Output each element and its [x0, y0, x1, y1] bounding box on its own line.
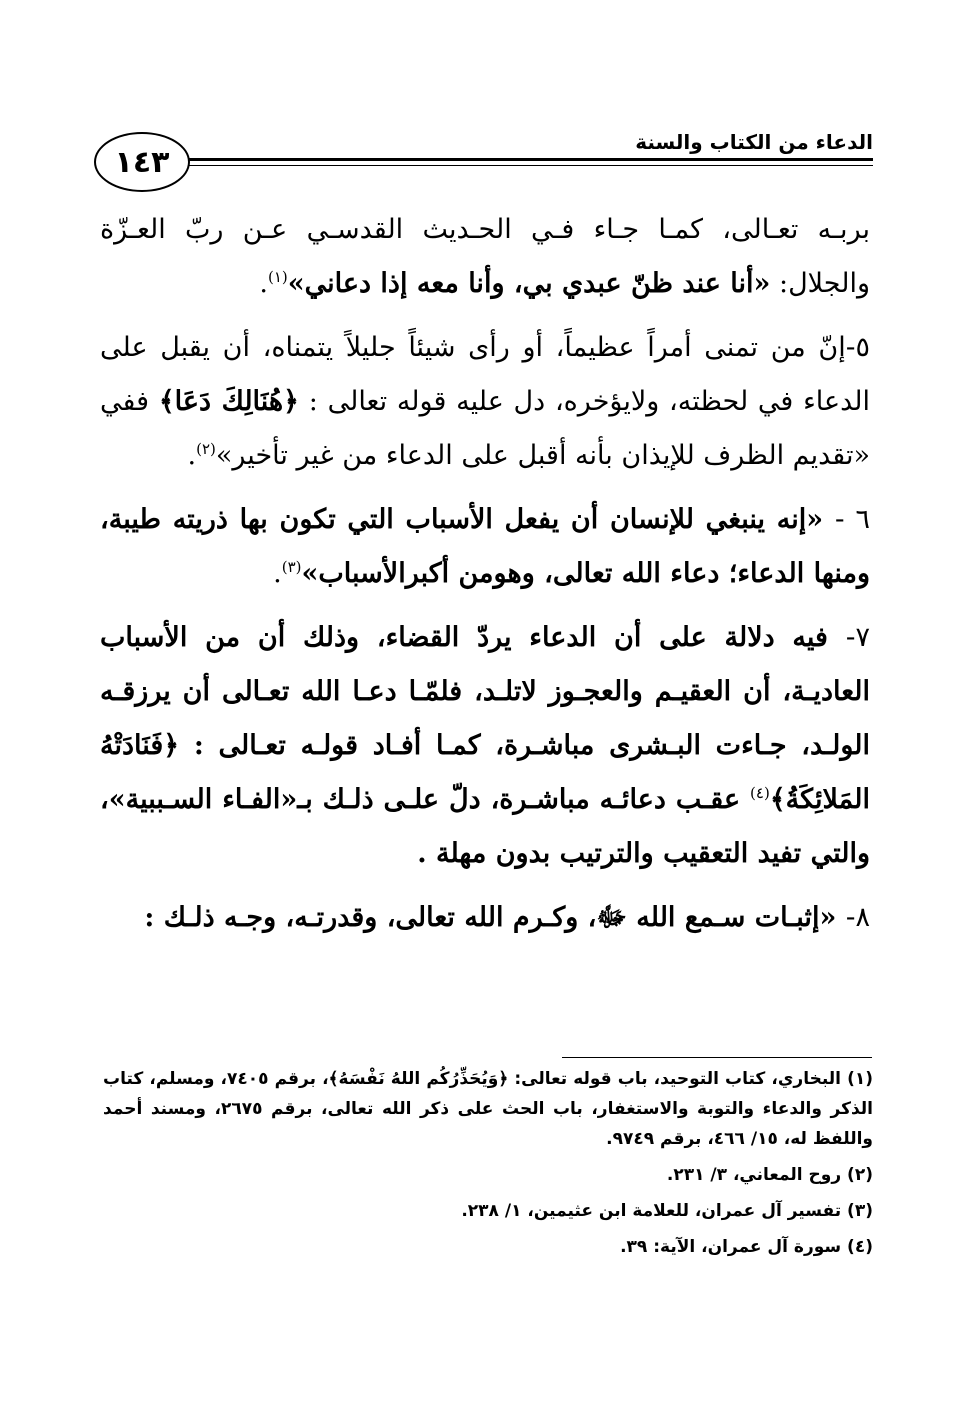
p1-hadith-quote: «أنا عند ظنّ عبدي بي، وأنا معه إذا دعاني»	[287, 268, 771, 299]
footnote-ref-4[interactable]: (٤)	[750, 784, 770, 802]
p5-end: .	[187, 440, 197, 471]
paragraph-6	[100, 493, 870, 601]
item-number-8: ٨-	[845, 902, 870, 933]
p1-end: .	[259, 268, 268, 299]
item-number-5: ٥-	[845, 332, 870, 363]
footnote-1-text: البخاري، كتاب التوحيد، باب قوله تعالى: ﴿وَيُحَذِّرُكُم اللهُ نَفْسَهُ﴾، برقم ٧٤٠٥، ومسلم، كتاب الذكر والدعاء والتوبة والاستغفار، باب الحث على ذكر الله تعالى، برقم ٢٦٧٥، ومسند أحمد واللفظ له، ١٥/ ٤٦٦، برقم ٩٧٤٩.	[103, 1069, 873, 1149]
footnote-1-number: (١)	[847, 1069, 874, 1089]
p6-end: .	[273, 558, 282, 589]
footnote-ref-2[interactable]: (٢)	[196, 440, 216, 458]
footnote-separator	[562, 1057, 872, 1058]
running-title: الدعاء من الكتاب والسنة	[635, 130, 873, 154]
footnote-4-number: (٤)	[847, 1237, 873, 1257]
item-number-6: ٦ -	[834, 504, 870, 535]
footnote-3	[103, 1196, 873, 1226]
footnotes	[103, 1064, 873, 1268]
main-text	[100, 203, 870, 955]
p7-ayah: ﴿فَنَادَتْهُ المَلائِكَةُ﴾	[100, 730, 870, 815]
paragraph-1	[100, 203, 870, 311]
page-header	[88, 110, 873, 196]
p6-text: «إنه ينبغي للإنسان أن يفعل الأسباب التي تكون بها ذريته طيبة، ومنها الدعاء؛ دعاء الله تعالى، وهومن أكبرالأسباب»	[100, 504, 870, 589]
p5-text: إنّ من تمنى أمراً عظيماً، أو رأى شيئاً جليلاً يتمناه، أن يقبل على الدعاء في لحظته، ولايؤخره، دل عليه قوله تعالى :	[100, 332, 871, 417]
footnote-ref-1[interactable]: (١)	[267, 268, 288, 286]
footnote-3-number: (٣)	[847, 1201, 873, 1221]
p1-text: بربـه تعـالى، كمـا جـاء فـي الحـديث القدسـي عـن ربّ العـزّة والجلال:	[100, 214, 870, 299]
footnote-4-text: سورة آل عمران، الآية: ٣٩.	[620, 1237, 842, 1257]
paragraph-5	[100, 321, 870, 483]
p7-text: فيه دلالة على أن الدعاء يردّ القضاء، وذلك أن من الأسباب العاديـة، أن العقيـم والعجـوز لاتلـد، فلمّـا دعـا الله تعـالى أن يرزقـه الولـد، جـاءت البـشرى مباشـرة، كمـا أفـاد قولـه تعـالى :	[100, 622, 870, 761]
p5-text-2: ففي «تقديم الظرف للإيذان بأنه أقبل على الدعاء من غير تأخير»	[100, 386, 870, 471]
p5-ayah: ﴿هُنَالِكَ دَعَا﴾	[158, 386, 299, 417]
header-rule-thick	[178, 158, 873, 161]
footnote-4	[103, 1232, 873, 1262]
footnote-1	[103, 1064, 873, 1154]
p7-text-2: عقـب دعائـه مباشـرة، دلّ علـى ذلـك بـ«الفـاء السـببية»، والتي تفيد التعقيب والترتيب بدون مهلة .	[100, 784, 870, 869]
item-number-7: ٧-	[845, 622, 870, 653]
footnote-3-text: تفسير آل عمران، للعلامة ابن عثيمين، ١/ ٢٣٨.	[461, 1201, 842, 1221]
paragraph-7	[100, 611, 870, 881]
p8-text: «إثبـات سـمع الله ﷻ، وكـرم الله تعالى، وقدرتـه، وجـه ذلـك :	[144, 902, 846, 933]
footnote-2-text: روح المعاني، ٣/ ٢٣١.	[666, 1165, 842, 1185]
header-rule-thin	[178, 165, 873, 166]
footnote-2	[103, 1160, 873, 1190]
footnote-2-number: (٢)	[847, 1165, 873, 1185]
page-number: ١٤٣	[94, 132, 190, 192]
paragraph-8	[100, 891, 870, 945]
footnote-ref-3[interactable]: (٣)	[281, 558, 302, 576]
